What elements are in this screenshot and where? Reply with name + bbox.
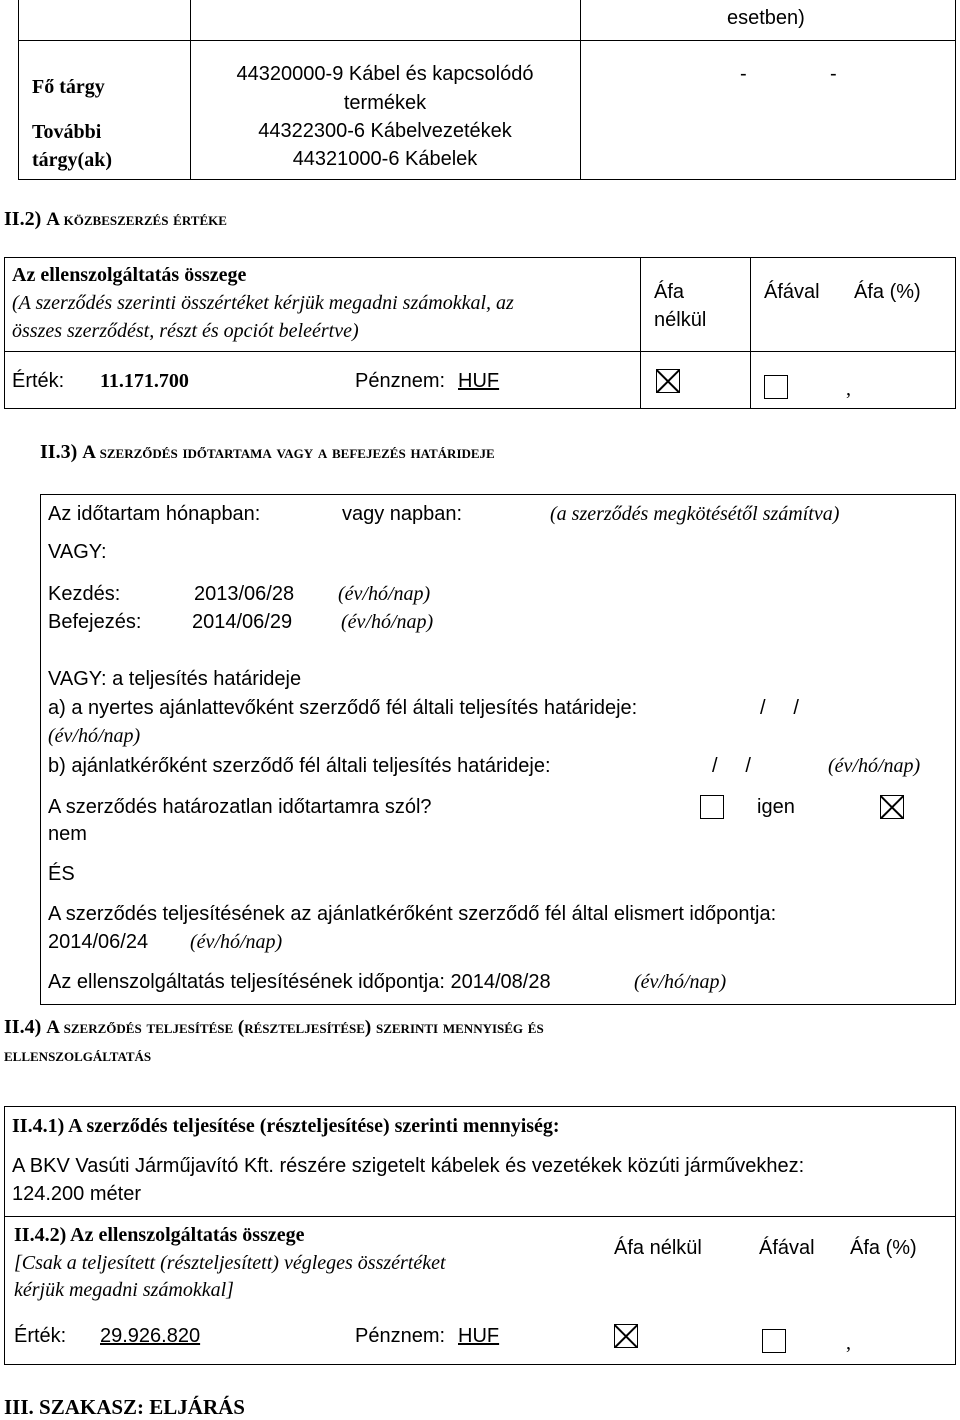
osszeg-note-2: összes szerződést, részt és opciót beleértve) [12, 320, 359, 342]
vagy-napban-label: vagy napban: [342, 503, 463, 525]
section-3-title: III. SZAKASZ: ELJÁRÁS [4, 1395, 245, 1419]
b-slashes: / / [712, 755, 751, 777]
nem-checkbox[interactable] [880, 795, 904, 819]
befejezes-format: (év/hó/nap) [341, 611, 434, 633]
tovabbi-label-2: tárgy(ak) [32, 149, 112, 171]
s42-ertek-label: Érték: [14, 1325, 67, 1347]
s42-afa-nelkul-header: Áfa nélkül [614, 1237, 702, 1259]
s41-title: II.4.1) A szerződés teljesítése (részteljesítése) szerinti mennyiség: [12, 1115, 560, 1137]
value-table-col-1 [640, 257, 641, 409]
osszeg-label: Az ellenszolgáltatás összege [12, 264, 247, 286]
kezdes-value: 2013/06/28 [194, 583, 295, 605]
fo-targy-dash-2: - [830, 63, 837, 85]
afaval-header: Áfával [764, 281, 820, 303]
elismert-label: A szerződés teljesítésének az ajánlatkérőként szerződő fél által elismert időpontja: [48, 903, 777, 925]
tovabbi-label-1: További [32, 121, 102, 143]
tovabbi-value-2: 44321000-6 Kábelek [292, 148, 478, 170]
igen-checkbox[interactable] [700, 795, 724, 819]
a-line: a) a nyertes ajánlattevőként szerződő fél általi teljesítés határideje: [48, 697, 638, 719]
subject-table-row-divider [18, 40, 956, 41]
s42-note-1: [Csak a teljesített (részteljesített) végleges összértéket [14, 1252, 446, 1274]
section-2-4-number: II.4) [4, 1016, 42, 1038]
afaval-checkbox[interactable] [764, 375, 788, 399]
section-2-2-title: A közbeszerzés értéke [46, 209, 227, 230]
b-format: (év/hó/nap) [828, 755, 921, 777]
elismert-value: 2014/06/24 [48, 931, 149, 953]
a-format: (év/hó/nap) [48, 725, 141, 747]
afa-nelkul-header-1: Áfa [654, 281, 685, 303]
befejezes-value: 2014/06/29 [192, 611, 293, 633]
penznem-label: Pénznem: [355, 370, 446, 392]
quantity-box-divider [4, 1216, 956, 1217]
s41-text-2: 124.200 méter [12, 1183, 141, 1205]
s41-text-1: A BKV Vasúti Járműjavító Kft. részére szigetelt kábelek és vezetékek közúti járművekhez: [12, 1155, 805, 1177]
hatarozatlan-question: A szerződés határozatlan időtartamra szól? [48, 796, 432, 818]
afa-nelkul-checkbox[interactable] [656, 369, 680, 393]
penznem-value: HUF [458, 370, 500, 392]
s42-penznem-value: HUF [458, 1325, 500, 1347]
igen-label: igen [757, 796, 795, 818]
section-2-2-heading [4, 208, 227, 231]
afa-nelkul-header-2: nélkül [654, 309, 707, 331]
s42-title: II.4.2) Az ellenszolgáltatás összege [14, 1224, 305, 1246]
vagy-teljesites: VAGY: a teljesítés határideje [48, 668, 302, 690]
szamitva-note: (a szerződés megkötésétől számítva) [550, 503, 840, 525]
s42-afa-nelkul-checkbox[interactable] [614, 1324, 638, 1348]
ellenszolg-ido: Az ellenszolgáltatás teljesítésének időpontja: 2014/08/28 [48, 971, 551, 993]
section-2-4-title-2: ellenszolgáltatás [4, 1045, 152, 1066]
s42-penznem-label: Pénznem: [355, 1325, 446, 1347]
s42-ertek-value: 29.926.820 [100, 1325, 201, 1347]
kezdes-format: (év/hó/nap) [338, 583, 431, 605]
elismert-format: (év/hó/nap) [190, 931, 283, 953]
s42-note-2: kérjük megadni számokkal] [14, 1279, 234, 1301]
section-2-2-number: II.2) [4, 208, 42, 230]
a-slashes: / / [760, 697, 799, 719]
s42-afaval-checkbox[interactable] [762, 1329, 786, 1353]
tovabbi-value-1: 44322300-6 Kábelvezetékek [258, 120, 512, 142]
esetben-text: esetben) [727, 7, 805, 29]
s42-comma: , [846, 1332, 851, 1354]
fo-targy-value-2: termékek [343, 92, 427, 114]
section-2-3-number: II.3) [40, 441, 78, 463]
ertek-value: 11.171.700 [100, 370, 189, 392]
kezdes-label: Kezdés: [48, 583, 121, 605]
es-label: ÉS [48, 863, 75, 885]
section-2-3-heading [40, 441, 495, 464]
osszeg-note-1: (A szerződés szerinti összértéket kérjük megadni számokkal, az [12, 292, 514, 314]
value-table-row-divider [4, 351, 956, 352]
b-line: b) ajánlatkérőként szerződő fél általi teljesítés határideje: [48, 755, 551, 777]
fo-targy-label: Fő tárgy [32, 76, 105, 98]
ertek-label: Érték: [12, 370, 65, 392]
afa-pct-header: Áfa (%) [854, 281, 921, 303]
section-2-3-title: A szerződés időtartama vagy a befejezés határideje [82, 442, 495, 463]
subject-table-divider-2 [580, 0, 581, 180]
s42-afaval-header: Áfával [759, 1237, 815, 1259]
value-comma: , [846, 378, 851, 400]
fo-targy-dash-1: - [740, 63, 747, 85]
befejezes-label: Befejezés: [48, 611, 142, 633]
idotartam-label: Az időtartam hónapban: [48, 503, 261, 525]
section-2-4-heading [4, 1016, 544, 1039]
section-2-4-title-1: A szerződés teljesítése (részteljesítése) szerinti mennyiség és [46, 1017, 544, 1038]
duration-box [40, 494, 956, 1005]
ellenszolg-format: (év/hó/nap) [634, 971, 727, 993]
s42-afa-pct-header: Áfa (%) [850, 1237, 917, 1259]
value-table-col-2 [750, 257, 751, 409]
vagy-label: VAGY: [48, 541, 107, 563]
fo-targy-value-1: 44320000-9 Kábel és kapcsolódó [236, 63, 534, 85]
nem-label: nem [48, 823, 87, 845]
